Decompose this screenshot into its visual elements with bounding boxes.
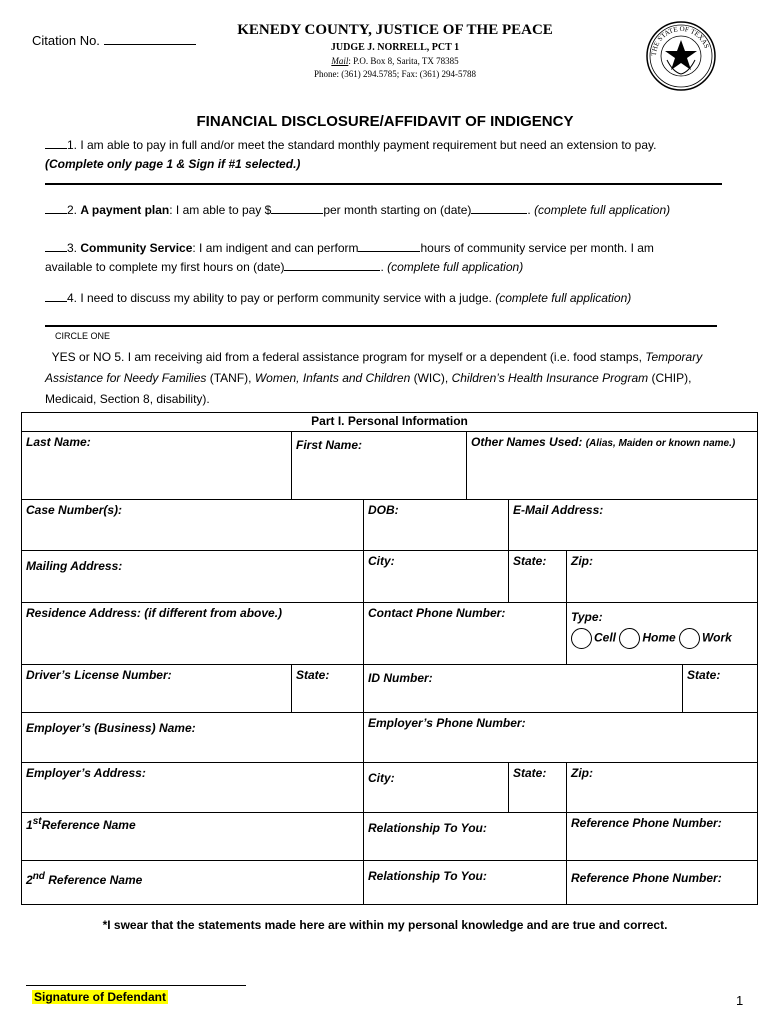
reference-2-num: 2 [26, 873, 33, 887]
zip-label: Zip: [571, 554, 593, 568]
divider-2 [45, 325, 717, 327]
id-number-field[interactable] [364, 665, 683, 713]
work-radio[interactable] [679, 628, 700, 649]
option-2: 2. A payment plan: I am able to pay $ per month starting on (date) . (complete full application) [45, 201, 745, 220]
first-name-field[interactable] [292, 432, 467, 500]
option-2-bold: A payment plan [80, 203, 170, 217]
sworn-statement: *I swear that the statements made here are within my personal knowledge and are true and correct. [102, 918, 668, 932]
id-number-label: ID Number: [368, 671, 433, 685]
cell-radio[interactable] [571, 628, 592, 649]
form-title: FINANCIAL DISCLOSURE/AFFIDAVIT OF INDIGENCY [196, 113, 574, 130]
section-header: Part I. Personal Information [22, 413, 758, 432]
employer-phone-label: Employer’s Phone Number: [368, 716, 526, 730]
reference-1-relationship-label: Relationship To You: [368, 821, 487, 835]
last-name-field[interactable] [22, 432, 292, 500]
id-state-field[interactable] [683, 665, 758, 713]
drivers-license-field[interactable] [22, 665, 292, 713]
phone-fax: Phone: (361) 294.5785; Fax: (361) 294-5788 [314, 69, 476, 79]
state-field[interactable] [509, 551, 567, 603]
other-names-label: Other Names Used: [471, 435, 583, 449]
option-3-note: (complete full application) [387, 260, 524, 274]
option-3-text-b: hours of community service per month. I am [420, 241, 654, 255]
home-radio[interactable] [619, 628, 640, 649]
seal-text: THE STATE OF TEXAS [649, 24, 711, 57]
first-name-label: First Name: [296, 438, 363, 452]
phone-type-field [567, 603, 758, 665]
mail-label: Mail [331, 56, 349, 66]
employer-state-field[interactable] [509, 763, 567, 813]
employer-city-field[interactable] [364, 763, 509, 813]
option-3-text-c: available to complete my first hours on (date) [45, 260, 285, 274]
judge-name: JUDGE J. NORRELL, PCT 1 [330, 42, 460, 53]
option-2-text-b: per month starting on (date) [323, 203, 472, 217]
option-1-note: (Complete only page 1 & Sign if #1 selected.) [45, 157, 301, 171]
case-number-field[interactable] [22, 500, 364, 551]
service-hours-blank[interactable] [358, 240, 420, 252]
option-2-num: 2. [67, 203, 81, 217]
dob-label: DOB: [368, 503, 399, 517]
option-1-blank[interactable] [45, 137, 67, 149]
dob-field[interactable] [364, 500, 509, 551]
option-4-note: (complete full application) [495, 291, 632, 305]
other-names-note: (Alias, Maiden or known name.) [585, 438, 736, 449]
employer-address-label: Employer’s Address: [26, 766, 146, 780]
reference-2-phone-field[interactable] [567, 861, 758, 905]
employer-name-field[interactable] [22, 713, 364, 763]
residence-address-field[interactable] [22, 603, 364, 665]
reference-1-sup: st [32, 816, 42, 827]
court-name: KENEDY COUNTY, JUSTICE OF THE PEACE [237, 22, 553, 38]
option-5-wic: Women, Infants and Children [254, 371, 411, 385]
page-number: 1 [736, 993, 744, 1008]
home-label: Home [642, 630, 676, 645]
option-5-text-c: (WIC), [410, 371, 452, 385]
reference-2-relationship-label: Relationship To You: [368, 869, 487, 883]
reference-2-sup: nd [32, 871, 45, 882]
email-field[interactable] [509, 500, 758, 551]
drivers-license-label: Driver’s License Number: [26, 668, 172, 682]
phone-type-label: Type: [571, 610, 603, 624]
employer-name-label: Employer’s (Business) Name: [26, 721, 196, 735]
reference-1-relationship-field[interactable] [364, 813, 567, 861]
option-1 [45, 136, 735, 174]
citation-label: Citation No. [32, 33, 104, 48]
contact-phone-field[interactable] [364, 603, 567, 665]
option-3: 3. Community Service: I am indigent and can perform hours of community service per month. I am available to complete my first hours on (date) . (complete full application) [45, 241, 654, 274]
reference-2-name-field[interactable] [22, 861, 364, 905]
dl-state-label: State: [296, 668, 330, 682]
employer-phone-field[interactable] [364, 713, 758, 763]
reference-1-num: 1 [26, 818, 33, 832]
city-field[interactable] [364, 551, 509, 603]
email-label: E-Mail Address: [513, 503, 604, 517]
payment-date-blank[interactable] [471, 202, 527, 214]
city-label: City: [368, 554, 395, 568]
employer-address-field[interactable] [22, 763, 364, 813]
reference-2-relationship-field[interactable] [364, 861, 567, 905]
option-2-note: (complete full application) [534, 203, 671, 217]
employer-state-label: State: [513, 766, 547, 780]
option-2-text-a: : I am able to pay $ [169, 203, 272, 217]
contact-phone-label: Contact Phone Number: [368, 606, 506, 620]
phone-type-options [571, 628, 753, 649]
last-name-label: Last Name: [26, 435, 91, 449]
residence-address-label: Residence Address: (if different from above.) [26, 606, 283, 620]
reference-1-label: Reference Name [41, 818, 136, 832]
zip-field[interactable] [567, 551, 758, 603]
option-5-chip: Children’s Health Insurance Program [451, 371, 649, 385]
option-3-text-a: : I am indigent and can perform [192, 241, 359, 255]
cell-label: Cell [594, 630, 617, 645]
case-number-label: Case Number(s): [26, 503, 123, 517]
option-4-text: 4. I need to discuss my ability to pay or perform community service with a judge. [67, 291, 492, 305]
employer-zip-field[interactable] [567, 763, 758, 813]
mail-address-text: : P.O. Box 8, Sarita, TX 78385 [348, 56, 459, 66]
option-5-text-d: (CHIP), Medicaid, Section 8, disability). [45, 371, 692, 406]
service-date-blank[interactable] [284, 259, 380, 271]
personal-info-table [21, 412, 758, 905]
signature-line[interactable] [26, 985, 246, 986]
option-5 [45, 347, 745, 410]
reference-2-label: Reference Name [44, 873, 143, 887]
option-5-text-a: YES or NO 5. I am receiving aid from a federal assistance program for myself or a dependent (i.e. food stamps, [51, 350, 646, 364]
dl-state-field[interactable] [292, 665, 364, 713]
mail-address [160, 56, 630, 66]
state-label: State: [513, 554, 547, 568]
employer-zip-label: Zip: [571, 766, 593, 780]
option-3-num: 3. [67, 241, 81, 255]
work-label: Work [702, 630, 732, 645]
reference-2-phone-label: Reference Phone Number: [571, 871, 722, 885]
circle-one-label: CIRCLE ONE [55, 331, 111, 341]
option-1-text: 1. I am able to pay in full and/or meet the standard monthly payment requirement but need an extension to pay. [67, 138, 657, 152]
divider-1 [45, 183, 722, 185]
other-names-field[interactable] [467, 432, 758, 500]
option-2-blank[interactable] [45, 202, 67, 214]
texas-seal-icon [645, 20, 717, 97]
option-3-blank[interactable] [45, 240, 67, 252]
id-state-label: State: [687, 668, 721, 682]
option-4-blank[interactable] [45, 290, 67, 302]
employer-city-label: City: [368, 771, 395, 785]
option-4 [45, 289, 745, 308]
option-5-tanf: Temporary Assistance for Needy Families [45, 350, 703, 385]
reference-1-phone-field[interactable] [567, 813, 758, 861]
signature-label: Signature of Defendant [34, 990, 167, 1004]
option-3-bold: Community Service [80, 241, 193, 255]
option-5-text-b: (TANF), [206, 371, 255, 385]
mailing-address-field[interactable] [22, 551, 364, 603]
mailing-address-label: Mailing Address: [26, 559, 123, 573]
reference-1-phone-label: Reference Phone Number: [571, 816, 722, 830]
payment-amount-blank[interactable] [271, 202, 323, 214]
reference-1-name-field[interactable] [22, 813, 364, 861]
